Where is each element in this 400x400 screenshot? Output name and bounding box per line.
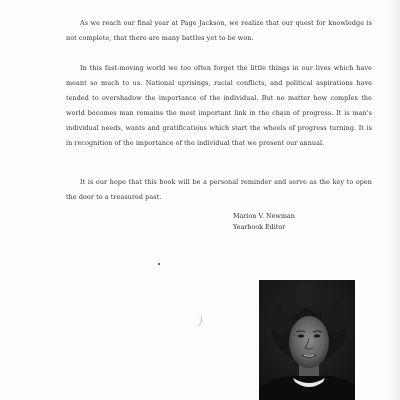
letter-paragraph-3: It is our hope that this book will be a personal reminder and serve as the key to open the door to a treasured past. (66, 178, 372, 201)
letter-paragraph-2: In this fast-moving world we too often forget the little things in our lives which have meant so much to us. National uprisings, racial conflicts, and political aspirations have tended to overshadow the importance of the individual. But no matter how complex the world becomes man remains the most important link in the chain of progress. It is man's individual needs, wants and gratifications which start the wheels of progress turning. It is in recognition of the importance of the individual that we present our annual. (66, 64, 372, 147)
paper-scratch (189, 312, 203, 328)
page-edge-shadow (386, 0, 400, 400)
signature-name: Marion V. Newman (233, 212, 295, 220)
signature-title: Yearbook Editor (233, 223, 286, 231)
portrait-image (259, 280, 355, 400)
editor-portrait-photo (259, 280, 355, 400)
letter-paragraph-1: As we reach our final year at Page Jackson, we realize that our quest for knowledge is not complete, that there are many battles yet to be won. (66, 19, 372, 42)
signature-block (233, 211, 295, 233)
dust-speck (158, 263, 160, 265)
